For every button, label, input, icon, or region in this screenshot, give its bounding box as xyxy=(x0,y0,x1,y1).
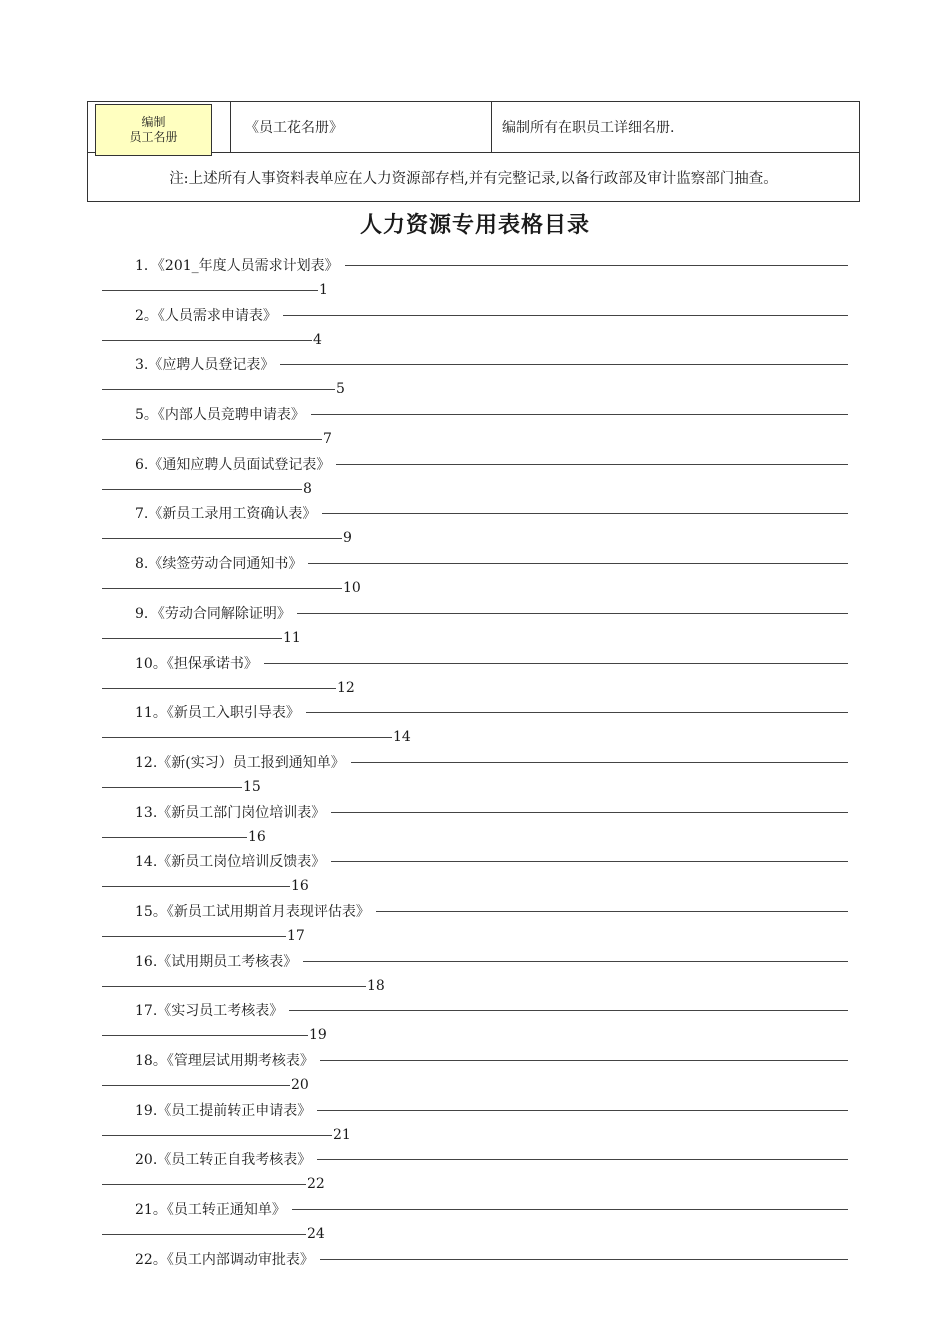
category-label-box xyxy=(95,104,212,156)
toc-leader-line xyxy=(283,315,848,316)
toc-entry-title-line xyxy=(135,404,848,424)
toc-leader-line xyxy=(102,886,290,887)
toc-entry-label: 17.《实习员工考核表》 xyxy=(135,1003,284,1020)
toc-leader-line xyxy=(102,986,366,987)
toc-leader-line xyxy=(102,588,342,589)
toc-entry-label: 8.《续签劳动合同通知书》 xyxy=(135,556,303,573)
toc-leader-line xyxy=(292,1209,848,1210)
toc-leader-line xyxy=(351,762,848,763)
toc-entry-page-line xyxy=(102,1075,309,1095)
toc-entry-title-line xyxy=(135,255,848,275)
toc-entry-page-line xyxy=(102,528,352,548)
toc-entry-page-line xyxy=(102,1174,325,1194)
toc-page-number: 10 xyxy=(343,580,361,597)
toc-page-number: 5 xyxy=(336,381,345,398)
toc-entry-title-line xyxy=(135,305,848,325)
toc-leader-line xyxy=(102,936,286,937)
toc-leader-line xyxy=(102,1184,306,1185)
table-of-contents xyxy=(0,250,950,1293)
toc-page-number: 20 xyxy=(291,1077,309,1093)
toc-entry-title-line xyxy=(135,1050,848,1070)
toc-page-number: 22 xyxy=(307,1176,325,1193)
toc-page-number: 1 xyxy=(319,282,328,298)
category-label-line1: 编制 xyxy=(141,115,166,129)
toc-entry-label: 10。《担保承诺书》 xyxy=(135,655,258,672)
toc-leader-line xyxy=(308,563,848,564)
toc-leader-line xyxy=(306,712,848,713)
archive-note: 注:上述所有人事资料表单应在人力资源部存档,并有完整记录,以备行政部及审计监察部门抽查。 xyxy=(88,153,860,202)
toc-leader-line xyxy=(303,961,848,962)
toc-leader-line xyxy=(102,737,392,738)
toc-page-number: 24 xyxy=(307,1226,325,1243)
toc-page-number: 18 xyxy=(367,977,385,994)
toc-page-number: 14 xyxy=(393,729,411,746)
toc-entry-label: 20.《员工转正自我考核表》 xyxy=(135,1152,312,1169)
toc-page-number: 8 xyxy=(303,480,312,497)
toc-entry-label: 9．《劳动合同解除证明》 xyxy=(135,605,291,622)
category-cell xyxy=(88,102,231,153)
toc-entry-page-line xyxy=(102,1125,351,1145)
toc-leader-line xyxy=(102,389,335,390)
toc-entry-page-line xyxy=(102,429,332,449)
toc-entry[interactable] xyxy=(0,498,950,548)
toc-entry-label: 7.《新员工录用工资确认表》 xyxy=(135,506,317,523)
toc-page-number: 17 xyxy=(287,927,305,944)
toc-entry[interactable] xyxy=(0,399,950,449)
toc-entry[interactable] xyxy=(0,1244,950,1294)
toc-page-number: 16 xyxy=(248,828,266,845)
toc-leader-line xyxy=(102,1085,290,1086)
toc-leader-line xyxy=(289,1010,848,1011)
toc-entry-label: 6.《通知应聘人员面试登记表》 xyxy=(135,456,331,473)
toc-entry[interactable] xyxy=(0,1144,950,1194)
toc-leader-line xyxy=(320,1259,848,1260)
toc-entry[interactable] xyxy=(0,1194,950,1244)
toc-page-number: 19 xyxy=(309,1027,327,1044)
toc-entry[interactable] xyxy=(0,449,950,499)
toc-entry[interactable] xyxy=(0,946,950,996)
toc-leader-line xyxy=(331,861,848,862)
page-title: 人力资源专用表格目录 xyxy=(359,212,590,238)
toc-leader-line xyxy=(280,364,848,365)
toc-entry[interactable] xyxy=(0,846,950,896)
toc-leader-line xyxy=(336,464,848,465)
toc-entry-page-line xyxy=(102,479,312,499)
toc-entry-page-line xyxy=(102,976,385,996)
toc-entry-page-line xyxy=(102,379,345,399)
toc-entry-title-line xyxy=(135,1100,848,1120)
toc-entry[interactable] xyxy=(0,1095,950,1145)
toc-entry-label: 22。《员工内部调动审批表》 xyxy=(135,1251,314,1268)
toc-leader-line xyxy=(322,513,848,514)
toc-page-number: 11 xyxy=(283,629,301,646)
toc-page-number: 21 xyxy=(333,1126,351,1143)
toc-entry-page-line xyxy=(102,777,261,797)
toc-entry[interactable] xyxy=(0,548,950,598)
toc-entry-label: 12.《新(实习）员工报到通知单》 xyxy=(135,754,345,771)
toc-leader-line xyxy=(297,613,848,614)
toc-entry[interactable] xyxy=(0,697,950,747)
toc-leader-line xyxy=(102,489,302,490)
toc-leader-line xyxy=(102,837,247,838)
toc-leader-line xyxy=(320,1060,848,1061)
toc-leader-line xyxy=(102,688,336,689)
toc-leader-line xyxy=(331,812,848,813)
toc-entry-page-line xyxy=(102,827,266,847)
toc-leader-line xyxy=(317,1110,848,1111)
form-description-cell: 编制所有在职员工详细名册. xyxy=(492,102,860,153)
toc-page-number: 15 xyxy=(243,778,261,795)
toc-entry[interactable] xyxy=(0,300,950,350)
toc-entry[interactable] xyxy=(0,648,950,698)
toc-entry-label: 18。《管理层试用期考核表》 xyxy=(135,1053,314,1069)
toc-leader-line xyxy=(102,787,242,788)
toc-leader-line xyxy=(102,1035,308,1036)
toc-page-number: 12 xyxy=(337,679,355,696)
toc-entry-label: 3.《应聘人员登记表》 xyxy=(135,357,275,374)
toc-leader-line xyxy=(102,1234,306,1235)
toc-entry-page-line xyxy=(102,280,328,300)
toc-entry-page-line xyxy=(102,1025,327,1045)
form-summary-table xyxy=(87,101,860,202)
toc-leader-line xyxy=(102,439,322,440)
toc-page-number: 4 xyxy=(313,331,322,348)
toc-entry-title-line xyxy=(135,1199,848,1219)
form-name-cell: 《员工花名册》 xyxy=(231,102,492,153)
toc-entry[interactable] xyxy=(0,250,950,300)
toc-leader-line xyxy=(345,265,848,266)
toc-leader-line xyxy=(376,911,848,912)
toc-entry-label: 19.《员工提前转正申请表》 xyxy=(135,1102,312,1119)
toc-entry-title-line xyxy=(135,1149,848,1169)
toc-entry-title-line xyxy=(135,653,848,673)
toc-entry-title-line xyxy=(135,702,848,722)
toc-leader-line xyxy=(102,1135,332,1136)
toc-entry-title-line xyxy=(135,1249,848,1269)
toc-entry-label: 13.《新员工部门岗位培训表》 xyxy=(135,804,326,821)
toc-entry-title-line xyxy=(135,603,848,623)
toc-entry-label: 16.《试用期员工考核表》 xyxy=(135,953,298,970)
toc-page-number: 16 xyxy=(291,878,309,895)
toc-entry-title-line xyxy=(135,503,848,523)
toc-entry-page-line xyxy=(102,876,309,896)
toc-leader-line xyxy=(102,340,312,341)
toc-entry-title-line xyxy=(135,1000,848,1020)
toc-page-number: 7 xyxy=(323,431,332,448)
toc-entry-title-line xyxy=(135,901,848,921)
toc-entry-title-line xyxy=(135,802,848,822)
toc-leader-line xyxy=(102,538,342,539)
toc-leader-line xyxy=(264,663,848,664)
toc-entry-label: 15。《新员工试用期首月表现评估表》 xyxy=(135,903,370,920)
toc-entry[interactable] xyxy=(0,995,950,1045)
toc-entry-label: 11。《新员工入职引导表》 xyxy=(135,705,300,722)
toc-entry-title-line xyxy=(135,951,848,971)
toc-leader-line xyxy=(317,1159,848,1160)
toc-leader-line xyxy=(102,290,318,291)
toc-entry-label: 5。《内部人员竞聘申请表》 xyxy=(135,407,305,424)
toc-entry[interactable] xyxy=(0,896,950,946)
toc-entry[interactable] xyxy=(0,1045,950,1095)
toc-entry[interactable] xyxy=(0,349,950,399)
toc-entry-page-line xyxy=(102,727,411,747)
toc-entry-label: 1．《201_年度人员需求计划表》 xyxy=(135,258,339,274)
toc-entry-title-line xyxy=(135,752,848,772)
toc-entry-title-line xyxy=(135,354,848,374)
toc-leader-line xyxy=(311,414,848,415)
toc-leader-line xyxy=(102,638,282,639)
toc-entry[interactable] xyxy=(0,797,950,847)
toc-entry-title-line xyxy=(135,454,848,474)
category-label-line2: 员工名册 xyxy=(129,130,178,144)
toc-entry-page-line xyxy=(102,628,301,648)
toc-entry-page-line xyxy=(102,678,355,698)
toc-page-number: 9 xyxy=(343,530,352,547)
toc-entry-label: 21。《员工转正通知单》 xyxy=(135,1202,286,1219)
toc-entry-label: 14.《新员工岗位培训反馈表》 xyxy=(135,854,326,871)
toc-entry-label: 2。《人员需求申请表》 xyxy=(135,307,277,324)
toc-entry[interactable] xyxy=(0,598,950,648)
toc-entry-page-line xyxy=(102,578,361,598)
toc-entry-title-line xyxy=(135,851,848,871)
toc-entry-page-line xyxy=(102,926,305,946)
toc-entry-page-line xyxy=(102,1224,325,1244)
toc-entry[interactable] xyxy=(0,747,950,797)
toc-entry-page-line xyxy=(102,330,322,350)
toc-entry-title-line xyxy=(135,553,848,573)
